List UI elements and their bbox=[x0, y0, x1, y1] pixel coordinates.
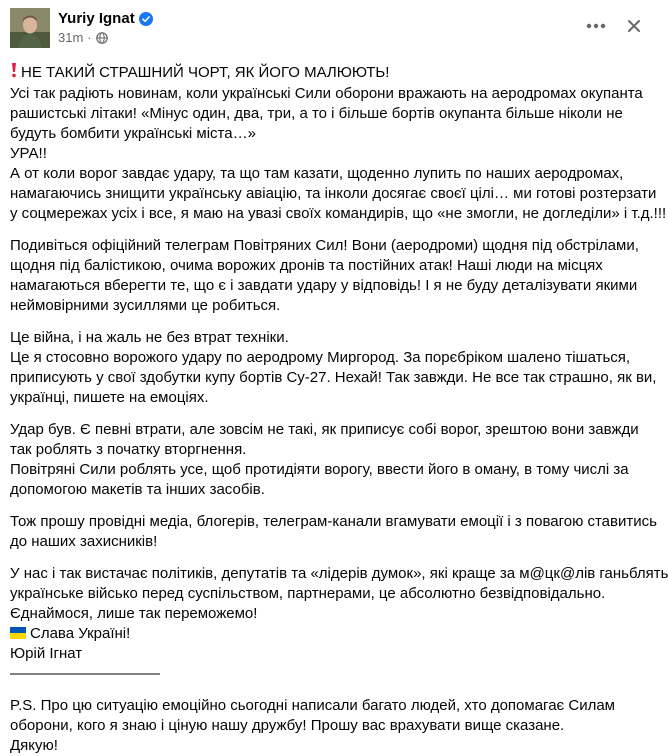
more-options-icon[interactable] bbox=[580, 10, 612, 42]
text-line: неймовірними зусиллями це робиться. bbox=[10, 297, 281, 314]
paragraph-2 bbox=[10, 236, 650, 316]
paragraph-1 bbox=[10, 84, 667, 224]
slava-line bbox=[10, 624, 650, 644]
text-line: Подивіться офіційний телеграм Повітряних Сил! Вони (аеродроми) щодня під обстрілами, bbox=[10, 237, 639, 254]
close-icon[interactable] bbox=[618, 10, 650, 42]
text-line: Удар був. Є певні втрати, але зовсім не такі, як приписує собі ворог, зрештою вони завжди bbox=[10, 421, 639, 438]
post-header bbox=[10, 8, 650, 54]
verified-badge-icon bbox=[139, 12, 153, 26]
author-row bbox=[58, 9, 153, 28]
text-line: УРА!! bbox=[10, 145, 47, 162]
text-line: Тож прошу провідні медіа, блогерів, телеграм-канали вгамувати емоції і з повагою ставитись bbox=[10, 513, 657, 530]
text-line: Повітряні Сили роблять усе, щоб протидіяти ворогу, ввести його в оману, в тому числі за bbox=[10, 461, 629, 478]
text-line: до наших захисників! bbox=[10, 533, 158, 550]
text-line: українське військо перед суспільством, партнерами, це абсолютно безвідповідально. bbox=[10, 585, 606, 602]
text-line: рашистські літаки! «Мінус один, два, три, а то і більше бортів окупанта більше ніколи не bbox=[10, 105, 623, 122]
post-actions bbox=[580, 10, 650, 42]
paragraph-6 bbox=[10, 564, 668, 684]
text-line: Дякую! bbox=[10, 737, 58, 754]
text-line: P.S. Про цю ситуацію емоційно сьогодні написали багато людей, хто допомагає Силам bbox=[10, 697, 615, 714]
globe-icon[interactable] bbox=[96, 32, 108, 44]
text-line: оборони, кого я знаю і ціную нашу дружбу! Прошу вас врахувати вище сказане. bbox=[10, 717, 565, 734]
text-line: А от коли ворог завдає удару, та що там казати, щоденно лупить по наших аеродромах, bbox=[10, 165, 624, 182]
text-line: Це я стосовно ворожого удару по аеродрому Миргород. За порєбріком шалено тішаться, bbox=[10, 349, 631, 366]
paragraph-3 bbox=[10, 328, 657, 408]
avatar[interactable] bbox=[10, 8, 50, 48]
text-line: У нас і так вистачає політиків, депутатів та «лідерів думок», які краще за м@цк@лів ганьблять bbox=[10, 565, 668, 582]
red-exclamation-icon bbox=[10, 62, 18, 84]
text-line: намагаються вберегти те, що є і завдати удару у відповідь! І я не буду деталізувати якими bbox=[10, 277, 638, 294]
text-line: намагаючись знищити українську авіацію, та інколи досягає своєї цілі… ми готові розтерзати bbox=[10, 185, 657, 202]
text-line: українці, пишете на емоціях. bbox=[10, 389, 209, 406]
text-line: у соцмережах усіх і все, я маю на увазі своїх командирів, що «не змогли, не догледіли» і т.д.!!! bbox=[10, 205, 667, 222]
text-line: Це війна, і на жаль не без втрат техніки. bbox=[10, 329, 289, 346]
post-meta bbox=[58, 9, 153, 45]
separator-dot: · bbox=[87, 30, 92, 45]
ukraine-flag-icon bbox=[10, 627, 26, 639]
paragraph-4 bbox=[10, 420, 650, 500]
author-name[interactable]: Yuriy Ignat bbox=[58, 10, 135, 27]
text-line: приписують у свої здобутки купу бортів Су-27. Нехай! Так завжди. Не все так страшно, як ви, bbox=[10, 369, 657, 386]
text-line: так роблять з початку вторгнення. bbox=[10, 441, 247, 458]
paragraph-5 bbox=[10, 512, 657, 552]
text-line: Єднаймося, лише так переможемо! bbox=[10, 605, 258, 622]
text-line: допомогою макетів та інших засобів. bbox=[10, 481, 265, 498]
slava-text: Слава Україні! bbox=[30, 625, 131, 642]
signature: Юрій Ігнат bbox=[10, 645, 83, 662]
postscript bbox=[10, 696, 650, 756]
text-line: Усі так радіють новинам, коли українські Сили оборони вражають на аеродромах окупанта bbox=[10, 85, 643, 102]
post-timestamp[interactable]: 31m bbox=[58, 30, 84, 45]
post-body bbox=[10, 62, 668, 756]
separator-line: —————————— bbox=[10, 665, 160, 682]
post-title-line bbox=[10, 62, 650, 84]
text-line: будуть бомбити українські міста…» bbox=[10, 125, 256, 142]
text-line: щодня під балістикою, очима ворожих дронів та постійних атак! Наші люди на місцях bbox=[10, 257, 603, 274]
post-title: НЕ ТАКИЙ СТРАШНИЙ ЧОРТ, ЯК ЙОГО МАЛЮЮТЬ! bbox=[21, 64, 390, 81]
avatar-image bbox=[10, 8, 50, 48]
post-time-row bbox=[58, 30, 153, 45]
